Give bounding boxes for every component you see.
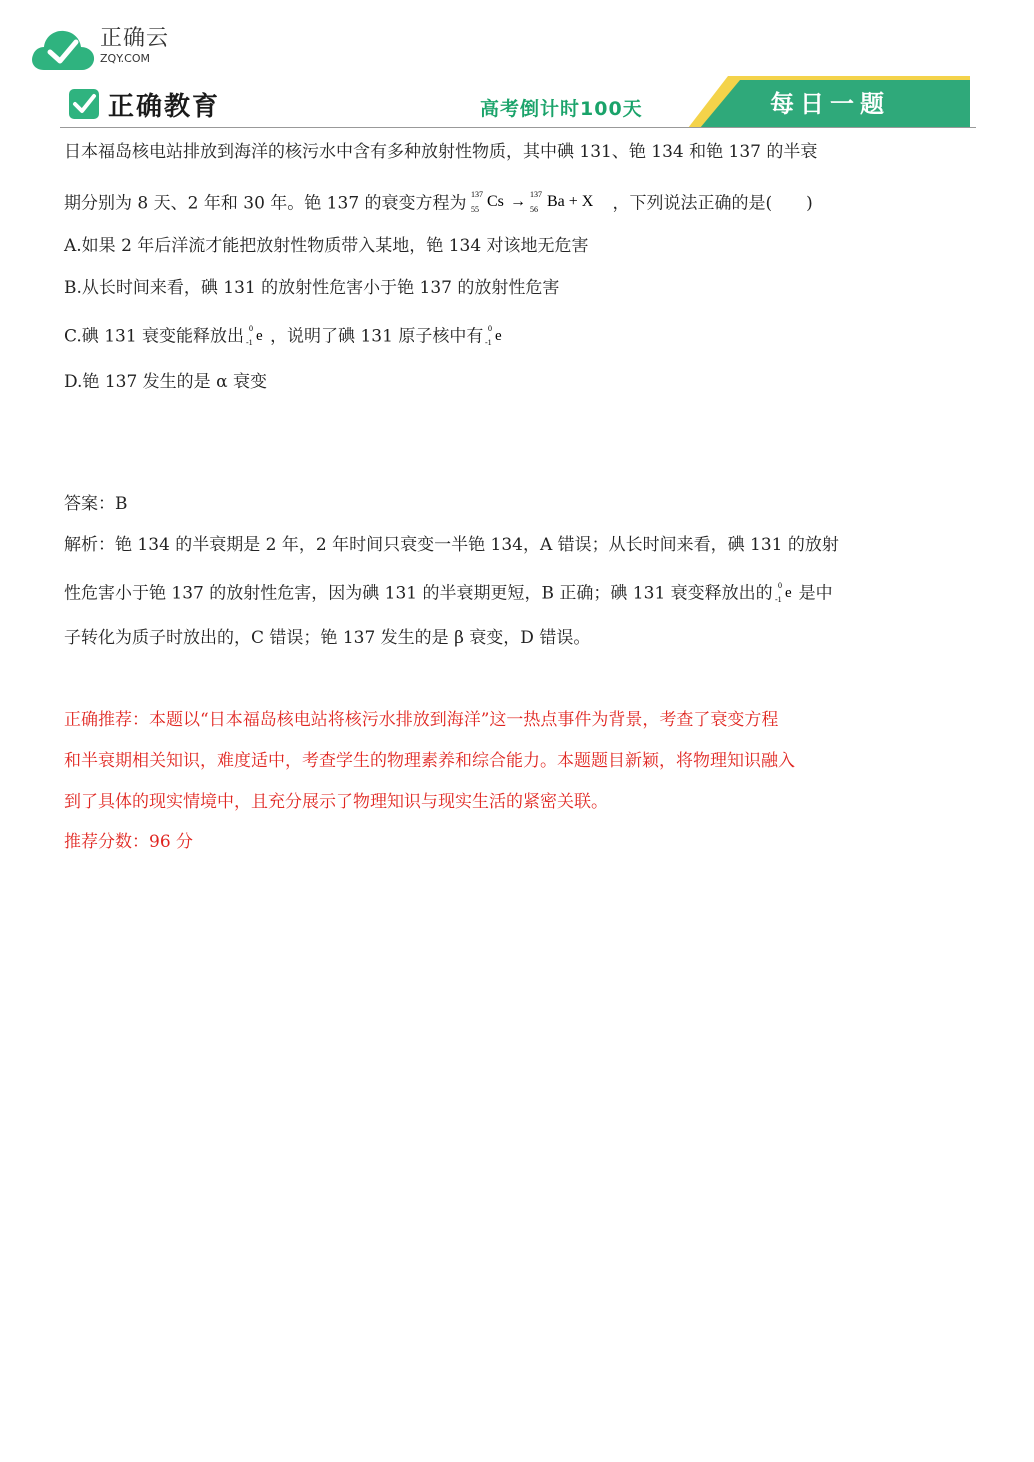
logo-domain: ZQY.COM [100,52,151,65]
cs-symbol: Cs [486,193,504,210]
brand [68,86,220,122]
electron-notation [246,323,268,351]
question-line-2 [64,188,813,220]
cloud-check-icon [30,28,96,72]
electron-charge-number: -1 [774,595,782,604]
question-line-2-tail: ，下列说法正确的是( ) [612,193,813,214]
analysis-line-2-text: 性危害小于铯 137 的放射性危害，因为碘 131 的半衰期更短，B 正确；碘 131 衰变释放出的 [64,583,773,604]
banner-label: 每日一题 [770,90,890,118]
electron-mass-number: 0 [488,324,493,333]
electron-symbol: e [256,328,263,344]
analysis-line-2 [64,580,833,608]
option-c [64,323,509,351]
analysis-line-2-tail: 是中 [798,583,833,604]
electron-charge-number: -1 [485,338,492,347]
analysis-line-1: 解析：铯 134 的半衰期是 2 年，2 年时间只衰变一半铯 134，A 错误；从长时间来看，碘 131 的放射 [64,535,839,555]
countdown-text: 高考倒计时100天 [480,98,643,120]
recommend-line-2: 和半衰期相关知识，难度适中，考查学生的物理素养和综合能力。本题题目新颖，将物理知识融入 [64,751,795,771]
option-d: D.铯 137 发生的是 α 衰变 [64,372,267,392]
answer-label: 答案：B [64,494,128,514]
option-a: A.如果 2 年后洋流才能把放射性物质带入某地，铯 134 对该地无危害 [64,236,589,256]
electron-notation [775,580,797,608]
option-b: B.从长时间来看，碘 131 的放射性危害小于铯 137 的放射性危害 [64,278,560,298]
decay-equation [469,188,611,220]
option-c-middle: ，说明了碘 131 原子核中有 [270,326,484,347]
electron-mass-number: 0 [249,324,254,333]
electron-charge-number: -1 [246,338,253,347]
electron-symbol: e [784,585,792,601]
zqy-logo [30,22,190,72]
arrow-icon: → [509,193,526,210]
recommend-score: 推荐分数：96 分 [64,832,194,852]
question-line-1: 日本福岛核电站排放到海洋的核污水中含有多种放射性物质，其中碘 131、铯 134 和铯 137 的半衰 [64,142,818,162]
cs-mass-number: 137 [470,190,483,199]
logo-name: 正确云 [100,26,170,51]
question-line-2-text: 期分别为 8 天、2 年和 30 年。铯 137 的衰变方程为 [64,193,467,214]
page-header [60,70,974,130]
check-box-icon [68,88,100,120]
recommend-line-3: 到了具体的现实情境中，且充分展示了物理知识与现实生活的紧密关联。 [64,792,608,812]
analysis-line-3: 子转化为质子时放出的，C 错误；铯 137 发生的是 β 衰变，D 错误。 [64,628,591,648]
cs-atomic-number: 55 [470,205,479,214]
electron-notation [485,323,507,351]
recommend-line-1: 正确推荐：本题以“日本福岛核电站将核污水排放到海洋”这一热点事件为背景，考查了衰变方程 [64,710,779,730]
ba-mass-number: 137 [529,190,542,199]
ba-symbol: Ba + X [546,193,593,210]
ba-atomic-number: 56 [529,205,538,214]
brand-name: 正确教育 [108,91,221,122]
electron-mass-number: 0 [777,581,782,590]
header-divider [60,127,976,128]
electron-symbol: e [495,328,502,344]
option-c-text: C.碘 131 衰变能释放出 [64,326,245,347]
